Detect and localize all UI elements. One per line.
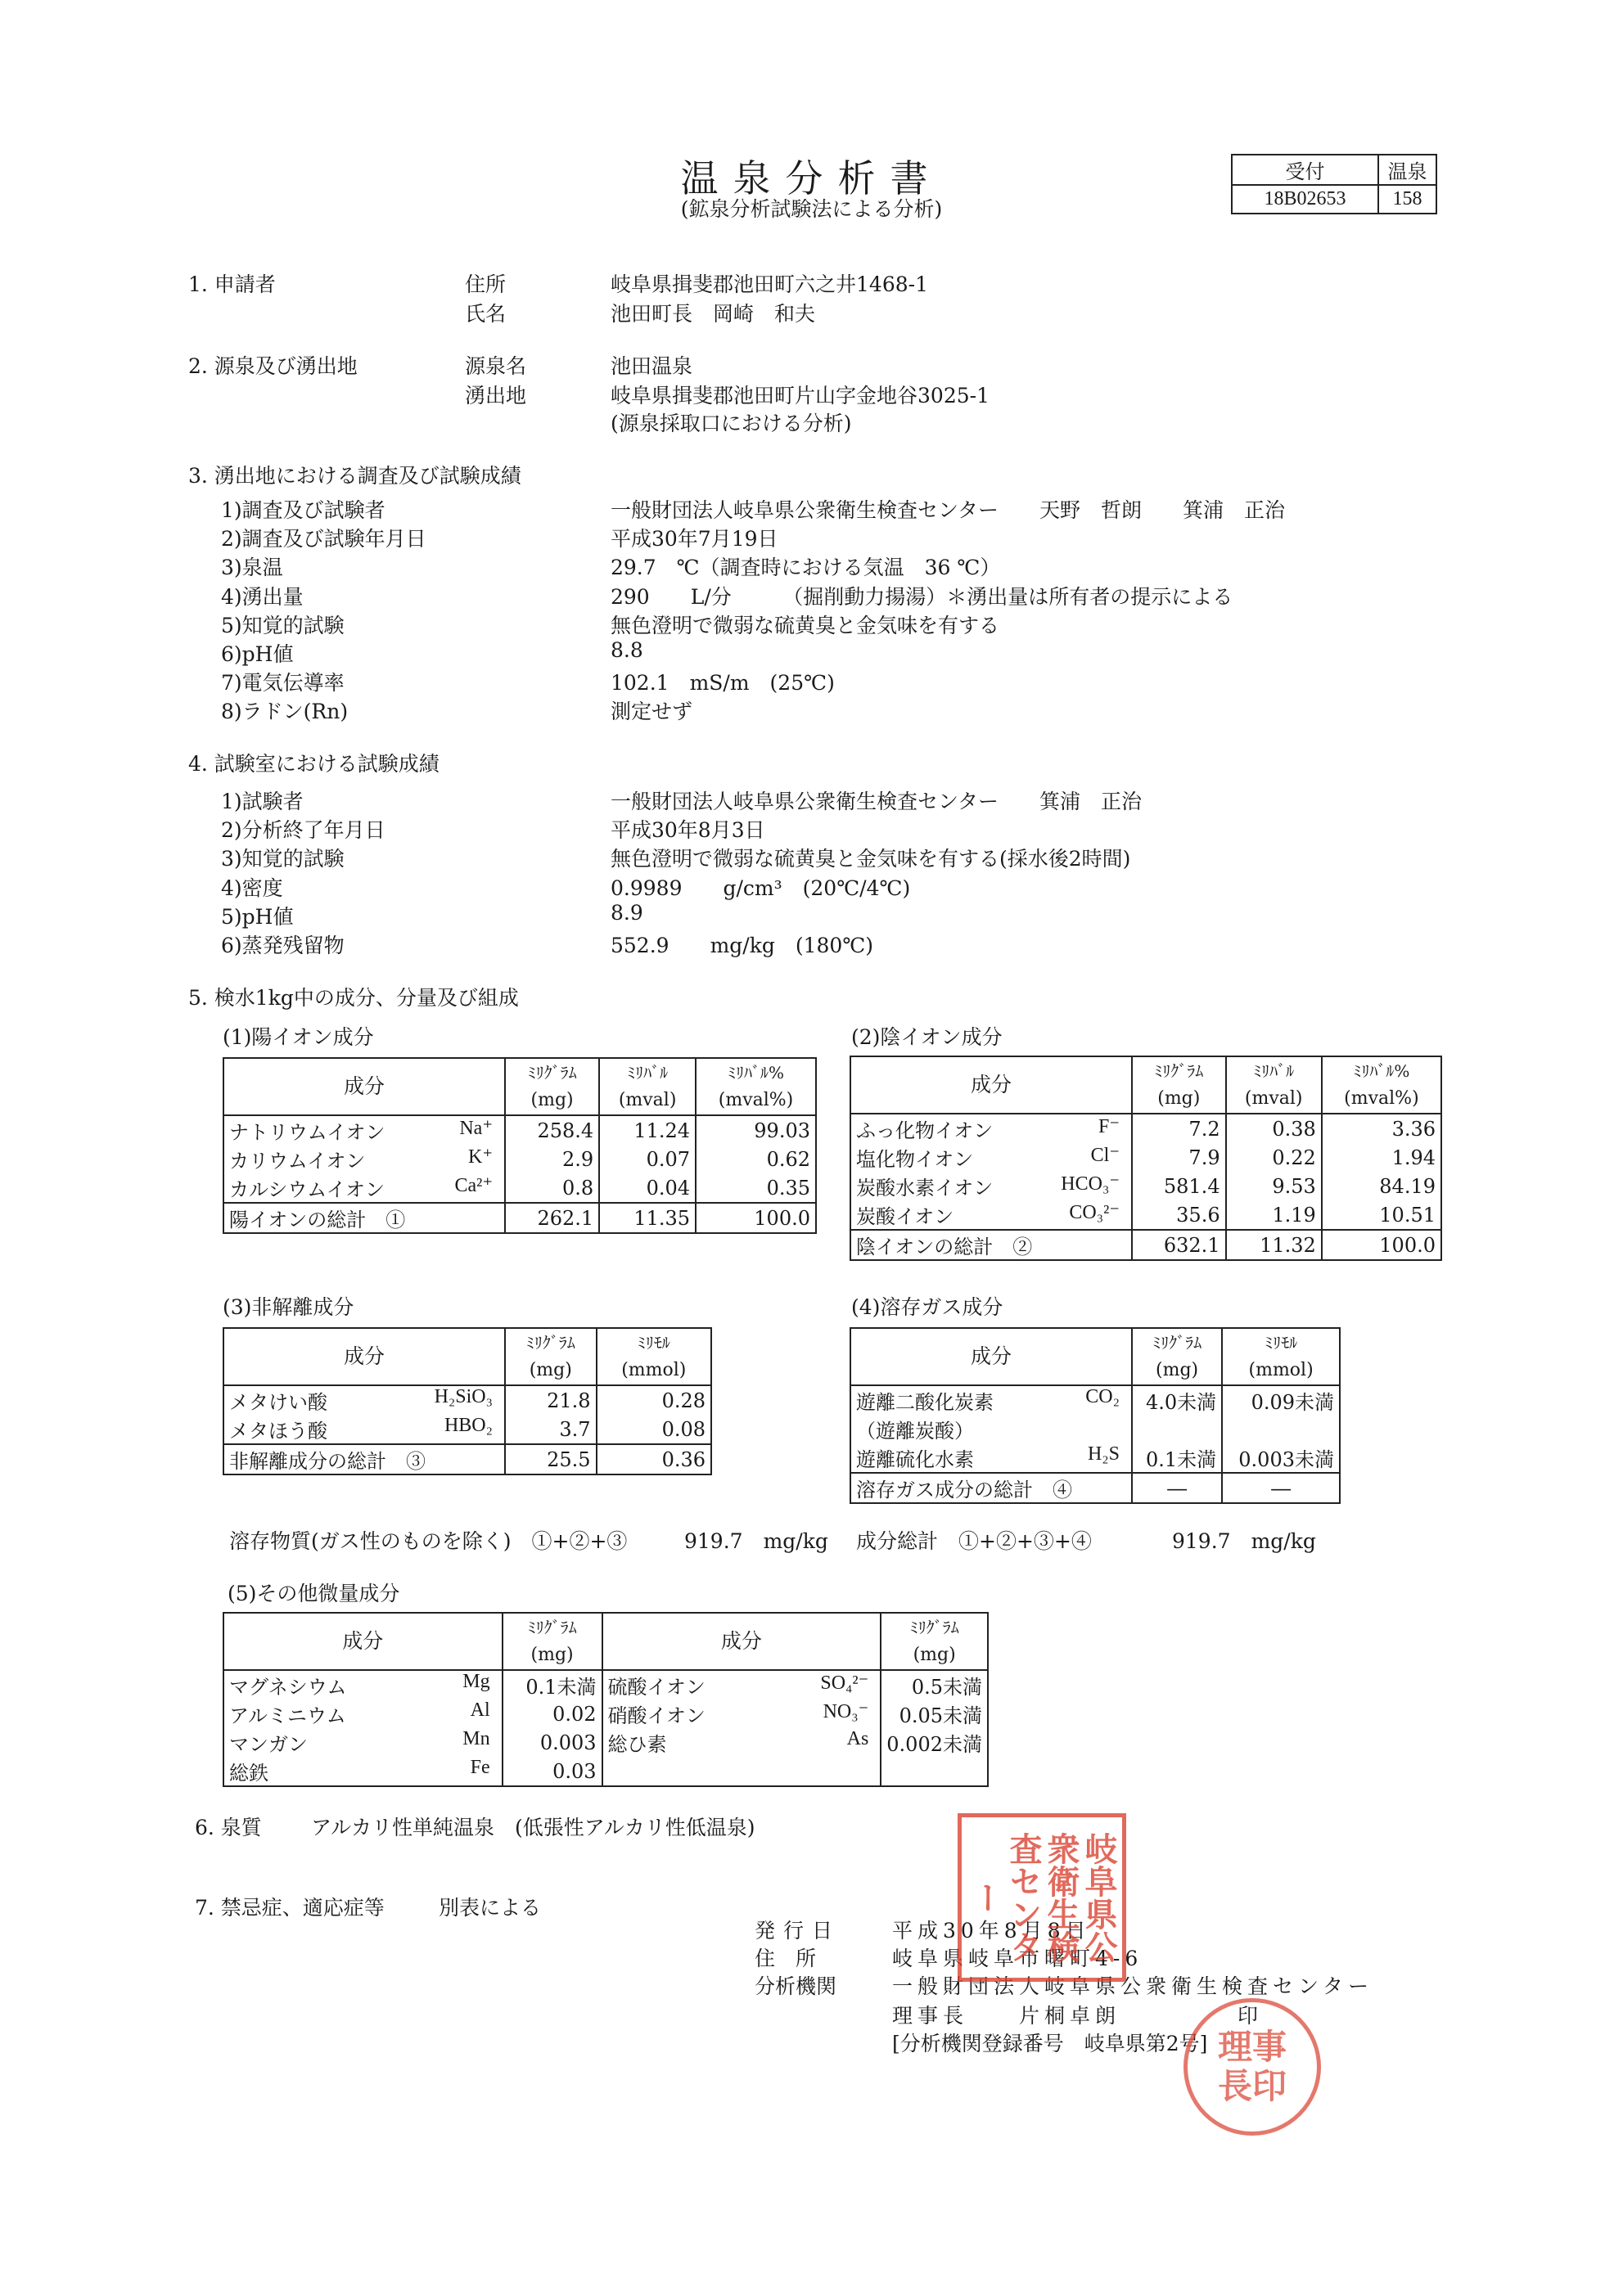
cation-title: (1)陽イオン成分 bbox=[223, 1025, 374, 1049]
cation-table bbox=[223, 1057, 817, 1234]
component-symbol: Mg bbox=[462, 1671, 490, 1692]
table-row bbox=[850, 1385, 1340, 1415]
value-mval: 0.22 bbox=[1226, 1143, 1322, 1172]
value-mmol: 0.08 bbox=[597, 1415, 711, 1444]
s3-row-value: 102.1 mS/m (25℃) bbox=[611, 671, 835, 696]
spring-name: 池田温泉 bbox=[611, 354, 693, 378]
s3-row-label: 1)調査及び試験者 bbox=[221, 498, 385, 522]
col-component: 成分 bbox=[223, 1613, 503, 1670]
gas-total-mg: ― bbox=[1132, 1473, 1222, 1503]
unit-mg: (mg) bbox=[505, 1087, 599, 1115]
component-symbol: CO₂ bbox=[1085, 1386, 1120, 1407]
section-7-heading: 7. 禁忌症、適応症等 bbox=[195, 1896, 385, 1920]
component-wrap bbox=[856, 1386, 1126, 1415]
unit-mg-2: (mg) bbox=[881, 1641, 988, 1670]
value-pct: 3.36 bbox=[1322, 1114, 1441, 1143]
component-name: アルミニウム bbox=[229, 1704, 346, 1727]
issuer-address-label: 住 所 bbox=[755, 1947, 817, 1970]
gas-total-mmol: ― bbox=[1222, 1473, 1340, 1503]
value-mg: 4.0未満 bbox=[1132, 1385, 1222, 1415]
component-name: 炭酸イオン bbox=[856, 1205, 954, 1228]
applicant-address: 岐阜県揖斐郡池田町六之井1468-1 bbox=[611, 272, 928, 296]
unit-mval-pct: (mval%) bbox=[696, 1087, 816, 1115]
cation-total-mval: 11.35 bbox=[599, 1203, 696, 1233]
value-mval: 0.38 bbox=[1226, 1114, 1322, 1143]
value-mg: 0.8 bbox=[505, 1173, 599, 1203]
cation-total-mg: 262.1 bbox=[505, 1203, 599, 1233]
component-wrap bbox=[229, 1145, 499, 1173]
value-mg: 0.1未満 bbox=[503, 1670, 602, 1699]
component-cell bbox=[223, 1173, 505, 1203]
gas-title: (4)溶存ガス成分 bbox=[851, 1295, 1003, 1319]
component-wrap bbox=[229, 1116, 499, 1145]
section-1-heading: 1. 申請者 bbox=[188, 272, 276, 296]
value-mg: 2.9 bbox=[505, 1145, 599, 1173]
col-mg: ﾐﾘｸﾞﾗﾑ bbox=[1132, 1056, 1226, 1085]
s4-row-value: 無色澄明で微弱な硫黄臭と金気味を有する(採水後2時間) bbox=[611, 847, 1131, 871]
component-cell bbox=[602, 1757, 881, 1786]
component-cell bbox=[850, 1385, 1132, 1415]
s3-row-value: 一般財団法人岐阜県公衆衛生検査センター 天野 哲朗 箕浦 正治 bbox=[611, 498, 1286, 522]
table-row bbox=[223, 1145, 816, 1173]
source-location-label: 湧出地 bbox=[465, 384, 527, 407]
component-cell bbox=[223, 1115, 505, 1145]
grand-total-value: 919.7 mg/kg bbox=[1172, 1529, 1316, 1553]
component-symbol: Fe bbox=[470, 1757, 490, 1778]
component-symbol: CO₃²⁻ bbox=[1069, 1202, 1120, 1223]
anion-total-mval: 11.32 bbox=[1226, 1230, 1322, 1260]
value-mg: 21.8 bbox=[505, 1385, 597, 1415]
s3-row-value: 無色澄明で微弱な硫黄臭と金気味を有する bbox=[611, 613, 1000, 637]
component-name: カリウムイオン bbox=[229, 1150, 366, 1173]
component-name: ふっ化物イオン bbox=[856, 1119, 994, 1142]
col-mg: ﾐﾘｸﾞﾗﾑ bbox=[503, 1613, 602, 1641]
component-symbol: As bbox=[846, 1728, 869, 1749]
receipt-type-number: 158 bbox=[1378, 185, 1436, 214]
page-subtitle: (鉱泉分析試験法による分析) bbox=[680, 197, 943, 221]
value-mval: 11.24 bbox=[599, 1115, 696, 1145]
cation-total-label: 陽イオンの総計 ① bbox=[223, 1203, 505, 1233]
component-wrap bbox=[229, 1386, 499, 1415]
component-name: メタけい酸 bbox=[229, 1391, 327, 1414]
value-mg: 35.6 bbox=[1132, 1200, 1226, 1230]
value-mmol bbox=[1222, 1415, 1340, 1443]
anion-total-label: 陰イオンの総計 ② bbox=[850, 1230, 1132, 1260]
s3-row-label: 4)湧出量 bbox=[221, 584, 304, 609]
value-mg: 0.003 bbox=[503, 1728, 602, 1757]
component-cell bbox=[223, 1385, 505, 1415]
s3-row-value: 29.7 ℃（調査時における気温 36 ℃） bbox=[611, 556, 1001, 580]
component-name: メタほう酸 bbox=[229, 1420, 327, 1443]
component-symbol: SO₄²⁻ bbox=[820, 1672, 869, 1694]
col-mmol: ﾐﾘﾓﾙ bbox=[597, 1328, 711, 1357]
value-mg: 7.9 bbox=[1132, 1143, 1226, 1172]
component-cell bbox=[850, 1415, 1132, 1443]
col-component-2: 成分 bbox=[602, 1613, 881, 1670]
issuer-person: 理事長 片桐卓朗 bbox=[892, 2004, 1121, 2028]
unit-mg: (mg) bbox=[1132, 1357, 1222, 1385]
anion-total-mg: 632.1 bbox=[1132, 1230, 1226, 1260]
seal-mark: 印 bbox=[1238, 2004, 1259, 2028]
s4-row-label: 1)試験者 bbox=[221, 790, 304, 813]
grand-total-label: 成分総計 ①+②+③+④ bbox=[856, 1529, 1092, 1553]
dissolved-label: 溶存物質(ガス性のものを除く) ①+②+③ bbox=[229, 1529, 628, 1553]
component-cell bbox=[223, 1670, 503, 1699]
unit-mmol: (mmol) bbox=[1222, 1357, 1340, 1385]
dissolved-value: 919.7 mg/kg bbox=[684, 1529, 828, 1553]
component-cell bbox=[602, 1728, 881, 1757]
component-wrap bbox=[229, 1671, 497, 1699]
value-mg: 3.7 bbox=[505, 1415, 597, 1444]
component-cell bbox=[223, 1728, 503, 1757]
table-row bbox=[223, 1757, 988, 1786]
s3-row-label: 7)電気伝導率 bbox=[221, 671, 345, 696]
cation-total-pct: 100.0 bbox=[696, 1203, 816, 1233]
s4-row-value: 8.9 bbox=[611, 900, 643, 925]
s4-row-value: 一般財団法人岐阜県公衆衛生検査センター 箕浦 正治 bbox=[611, 790, 1143, 813]
component-cell bbox=[850, 1443, 1132, 1473]
component-name: 遊離二酸化炭素 bbox=[856, 1391, 994, 1414]
section-4-heading: 4. 試験室における試験成績 bbox=[188, 752, 440, 776]
component-name: 硝酸イオン bbox=[607, 1704, 706, 1727]
component-wrap bbox=[229, 1173, 499, 1202]
component-wrap bbox=[229, 1415, 499, 1443]
s3-row-value: 測定せず bbox=[611, 700, 693, 724]
applicant-name-label: 氏名 bbox=[465, 302, 507, 326]
value-pct: 10.51 bbox=[1322, 1200, 1441, 1230]
component-wrap bbox=[608, 1671, 876, 1699]
issue-date: 平成30年8月8日 bbox=[892, 1919, 1091, 1943]
receipt-label: 受付 bbox=[1232, 155, 1378, 185]
component-cell bbox=[850, 1143, 1132, 1172]
component-name: （遊離炭酸） bbox=[856, 1420, 974, 1443]
component-wrap bbox=[229, 1728, 497, 1757]
applicant-address-label: 住所 bbox=[465, 272, 507, 296]
table-row bbox=[850, 1443, 1340, 1473]
component-symbol: H₂S bbox=[1087, 1443, 1120, 1465]
nondiss-total-label: 非解離成分の総計 ③ bbox=[223, 1444, 505, 1474]
s4-row-label: 6)蒸発残留物 bbox=[221, 934, 345, 957]
component-name: 総鉄 bbox=[229, 1762, 268, 1785]
component-cell bbox=[602, 1670, 881, 1699]
table-row bbox=[223, 1385, 711, 1415]
page-title: 温泉分析書 bbox=[680, 156, 943, 200]
col-mval: ﾐﾘﾊﾞﾙ bbox=[1226, 1056, 1322, 1085]
component-cell bbox=[850, 1172, 1132, 1200]
value-mg: 581.4 bbox=[1132, 1172, 1226, 1200]
table-row bbox=[223, 1415, 711, 1444]
s3-row-label: 6)pH値 bbox=[221, 642, 294, 666]
component-wrap bbox=[229, 1757, 497, 1785]
component-name: カルシウムイオン bbox=[229, 1178, 385, 1201]
col-mval-pct: ﾐﾘﾊﾞﾙ% bbox=[696, 1058, 816, 1087]
col-component: 成分 bbox=[850, 1056, 1132, 1114]
s4-row-value: 552.9 mg/kg (180℃) bbox=[611, 934, 874, 957]
section-5-heading: 5. 検水1kg中の成分、分量及び組成 bbox=[188, 986, 519, 1010]
anion-table bbox=[850, 1056, 1442, 1261]
s3-row-label: 2)調査及び試験年月日 bbox=[221, 527, 426, 551]
applicant-name: 池田町長 岡崎 和夫 bbox=[611, 302, 816, 326]
s4-row-value: 平成30年8月3日 bbox=[611, 818, 765, 843]
col-mg: ﾐﾘｸﾞﾗﾑ bbox=[505, 1328, 597, 1357]
receipt-type-label: 温泉 bbox=[1378, 155, 1436, 185]
component-name: 遊離硫化水素 bbox=[856, 1448, 974, 1471]
section-3-heading: 3. 湧出地における調査及び試験成績 bbox=[188, 464, 521, 488]
nondiss-total-row bbox=[223, 1444, 711, 1474]
value-mg: 0.02 bbox=[503, 1699, 602, 1728]
section-6-heading: 6. 泉質 bbox=[195, 1816, 262, 1839]
trace-table bbox=[223, 1612, 989, 1787]
component-cell bbox=[223, 1699, 503, 1728]
component-symbol: HCO₃⁻ bbox=[1061, 1173, 1120, 1195]
component-wrap bbox=[608, 1699, 876, 1728]
table-row bbox=[850, 1114, 1441, 1143]
nondiss-title: (3)非解離成分 bbox=[223, 1295, 354, 1319]
source-location: 岐阜県揖斐郡池田町片山字金地谷3025-1 bbox=[611, 384, 990, 407]
issuer-org-label: 分析機関 bbox=[755, 1974, 837, 1998]
col-mg: ﾐﾘｸﾞﾗﾑ bbox=[1132, 1328, 1222, 1357]
component-symbol: Al bbox=[470, 1699, 490, 1721]
nondiss-total-mg: 25.5 bbox=[505, 1444, 597, 1474]
value-mval: 0.04 bbox=[599, 1173, 696, 1203]
gas-table bbox=[850, 1327, 1341, 1504]
col-mval-pct: ﾐﾘﾊﾞﾙ% bbox=[1322, 1056, 1441, 1085]
nondiss-total-mmol: 0.36 bbox=[597, 1444, 711, 1474]
s3-row-label: 3)泉温 bbox=[221, 556, 283, 580]
value-mmol: 0.003未満 bbox=[1222, 1443, 1340, 1473]
component-symbol: Na⁺ bbox=[459, 1118, 493, 1139]
component-symbol: Ca²⁺ bbox=[454, 1175, 493, 1196]
organization-stamp: 岐阜県公衆衛生検査センター bbox=[958, 1813, 1126, 1982]
gas-total-label: 溶存ガス成分の総計 ④ bbox=[850, 1473, 1132, 1503]
component-cell bbox=[850, 1114, 1132, 1143]
col-mg-2: ﾐﾘｸﾞﾗﾑ bbox=[881, 1613, 988, 1641]
table-row bbox=[223, 1115, 816, 1145]
component-name: マグネシウム bbox=[229, 1676, 347, 1699]
unit-mval: (mval) bbox=[599, 1087, 696, 1115]
indications: 別表による bbox=[439, 1896, 542, 1920]
value-mg: 7.2 bbox=[1132, 1114, 1226, 1143]
s3-row-value: 8.8 bbox=[611, 638, 643, 662]
component-symbol: HBO₂ bbox=[444, 1415, 493, 1436]
anion-title: (2)陰イオン成分 bbox=[851, 1025, 1003, 1049]
unit-mg: (mg) bbox=[505, 1357, 597, 1385]
value-pct: 0.62 bbox=[696, 1145, 816, 1173]
component-wrap bbox=[856, 1200, 1126, 1229]
receipt-number: 18B02653 bbox=[1232, 185, 1378, 214]
col-mg: ﾐﾘｸﾞﾗﾑ bbox=[505, 1058, 599, 1087]
s4-row-label: 3)知覚的試験 bbox=[221, 847, 345, 871]
registration-number: [分析機関登録番号 岐阜県第2号] bbox=[892, 2032, 1208, 2055]
anion-total-pct: 100.0 bbox=[1322, 1230, 1441, 1260]
value-pct: 0.35 bbox=[696, 1173, 816, 1203]
component-name: 硫酸イオン bbox=[607, 1676, 706, 1699]
anion-total-row bbox=[850, 1230, 1441, 1260]
value-mg: 258.4 bbox=[505, 1115, 599, 1145]
component-symbol: F⁻ bbox=[1098, 1116, 1120, 1137]
col-mval: ﾐﾘﾊﾞﾙ bbox=[599, 1058, 696, 1087]
component-symbol: H₂SiO₃ bbox=[434, 1386, 493, 1407]
value-mval: 0.07 bbox=[599, 1145, 696, 1173]
value-mval: 9.53 bbox=[1226, 1172, 1322, 1200]
table-row bbox=[223, 1699, 988, 1728]
col-mmol: ﾐﾘﾓﾙ bbox=[1222, 1328, 1340, 1357]
value-pct: 99.03 bbox=[696, 1115, 816, 1145]
component-wrap bbox=[856, 1172, 1126, 1200]
component-symbol: Cl⁻ bbox=[1090, 1145, 1120, 1166]
value-mmol: 0.09未満 bbox=[1222, 1385, 1340, 1415]
component-cell bbox=[850, 1200, 1132, 1230]
component-cell bbox=[223, 1415, 505, 1444]
s3-row-value: 290 L/分 （掘削動力揚湯）＊湧出量は所有者の提示による bbox=[611, 584, 1233, 609]
table-row bbox=[850, 1415, 1340, 1443]
component-cell bbox=[223, 1145, 505, 1173]
component-name: 塩化物イオン bbox=[856, 1148, 974, 1171]
table-row bbox=[223, 1728, 988, 1757]
component-name: ナトリウムイオン bbox=[229, 1121, 385, 1144]
issue-date-label: 発行日 bbox=[755, 1919, 841, 1943]
unit-mval: (mval) bbox=[1226, 1085, 1322, 1114]
issuer-org: 一般財団法人岐阜県公衆衛生検査センター bbox=[892, 1974, 1374, 1998]
component-wrap bbox=[856, 1143, 1126, 1172]
value-mg-2: 0.002未満 bbox=[881, 1728, 988, 1757]
table-row bbox=[850, 1172, 1441, 1200]
trace-title: (5)その他微量成分 bbox=[228, 1582, 400, 1605]
component-wrap bbox=[608, 1728, 876, 1757]
cation-total-row bbox=[223, 1203, 816, 1233]
value-mg bbox=[1132, 1415, 1222, 1443]
component-wrap bbox=[856, 1415, 1126, 1443]
value-mg-2: 0.5未満 bbox=[881, 1670, 988, 1699]
table-row bbox=[850, 1143, 1441, 1172]
value-pct: 84.19 bbox=[1322, 1172, 1441, 1200]
value-mmol: 0.28 bbox=[597, 1385, 711, 1415]
s3-row-value: 平成30年7月19日 bbox=[611, 527, 778, 551]
spring-name-label: 源泉名 bbox=[465, 354, 527, 378]
s4-row-value: 0.9989 g/cm³ (20℃/4℃) bbox=[611, 876, 911, 900]
col-component: 成分 bbox=[223, 1058, 505, 1115]
table-row bbox=[850, 1200, 1441, 1230]
section-2-heading: 2. 源泉及び湧出地 bbox=[188, 354, 358, 378]
unit-mmol: (mmol) bbox=[597, 1357, 711, 1385]
gas-total-row bbox=[850, 1473, 1340, 1503]
s3-row-label: 8)ラドン(Rn) bbox=[221, 700, 349, 724]
unit-mval-pct: (mval%) bbox=[1322, 1085, 1441, 1114]
value-pct: 1.94 bbox=[1322, 1143, 1441, 1172]
table-row bbox=[223, 1670, 988, 1699]
value-mg-2: 0.05未満 bbox=[881, 1699, 988, 1728]
spring-quality: アルカリ性単純温泉 (低張性アルカリ性低温泉) bbox=[311, 1816, 755, 1839]
col-component: 成分 bbox=[223, 1328, 505, 1385]
component-name: 炭酸水素イオン bbox=[856, 1177, 994, 1200]
component-wrap bbox=[856, 1114, 1126, 1143]
component-symbol: NO₃⁻ bbox=[823, 1701, 869, 1722]
col-component: 成分 bbox=[850, 1328, 1132, 1385]
component-symbol: Mn bbox=[462, 1728, 490, 1749]
value-mg: 0.03 bbox=[503, 1757, 602, 1786]
value-mg: 0.1未満 bbox=[1132, 1443, 1222, 1473]
s3-row-label: 5)知覚的試験 bbox=[221, 613, 345, 637]
component-symbol: K⁺ bbox=[468, 1146, 493, 1168]
component-wrap bbox=[856, 1443, 1126, 1472]
receipt-box bbox=[1231, 154, 1437, 214]
component-cell bbox=[602, 1699, 881, 1728]
issuer-address: 岐阜県岐阜市曙町4-6 bbox=[892, 1947, 1143, 1970]
table-row bbox=[223, 1173, 816, 1203]
component-name: マンガン bbox=[229, 1733, 308, 1756]
component-wrap bbox=[229, 1699, 497, 1728]
s4-row-label: 2)分析終了年月日 bbox=[221, 818, 385, 843]
component-name: 総ひ素 bbox=[607, 1733, 667, 1756]
director-round-seal: 理事 長印 bbox=[1183, 1998, 1321, 2136]
component-cell bbox=[223, 1757, 503, 1786]
value-mval: 1.19 bbox=[1226, 1200, 1322, 1230]
s4-row-label: 4)密度 bbox=[221, 876, 283, 900]
component-symbol bbox=[1120, 1415, 1126, 1443]
unit-mg: (mg) bbox=[503, 1641, 602, 1670]
value-mg-2 bbox=[881, 1757, 988, 1786]
unit-mg: (mg) bbox=[1132, 1085, 1226, 1114]
s4-row-label: 5)pH値 bbox=[221, 904, 294, 929]
nondiss-table bbox=[223, 1327, 712, 1475]
sampling-note: (源泉採取口における分析) bbox=[611, 412, 852, 435]
